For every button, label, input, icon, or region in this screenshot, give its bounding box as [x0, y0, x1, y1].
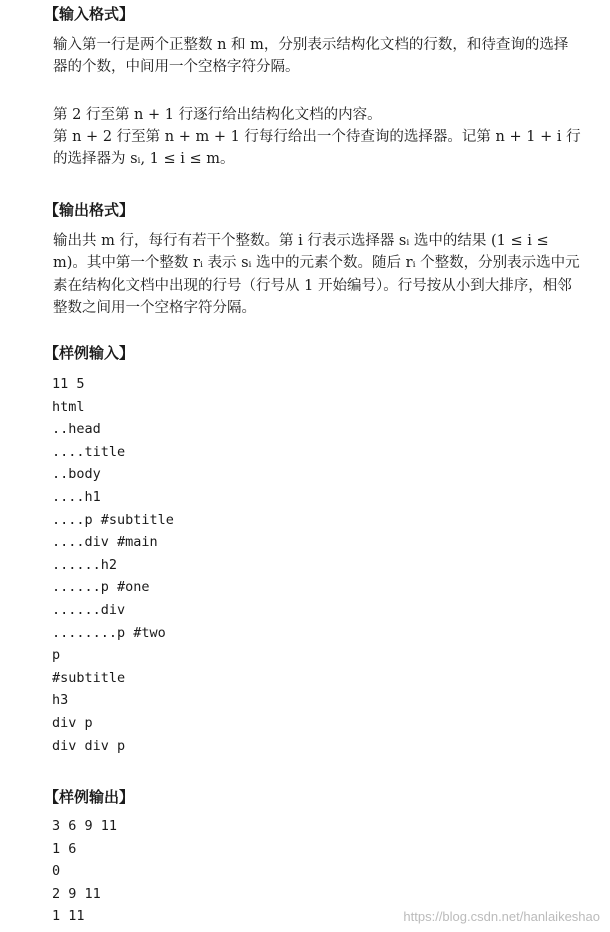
- sample-output-block: [52, 815, 117, 928]
- code-line: div p: [52, 714, 93, 731]
- code-line: ....h1: [52, 488, 101, 505]
- code-line: 3 6 9 11: [52, 818, 118, 834]
- code-line: ......h2: [52, 556, 118, 573]
- watermark: https://blog.csdn.net/hanlaikeshao: [403, 909, 600, 924]
- code-line: 0: [52, 863, 61, 880]
- code-line: html: [52, 398, 85, 415]
- sample-input-heading: 【样例输入】: [44, 344, 135, 362]
- code-line: ....p #subtitle: [52, 511, 174, 528]
- input-format-para3: 第 n + 2 行至第 n + m + 1 行每行给出一个待查询的选择器。记第 n + 1 + i 行的选择器为 sᵢ, 1 ≤ i ≤ m。: [53, 129, 581, 168]
- sample-output-heading: 【样例输出】: [44, 788, 135, 806]
- output-format-heading: 【输出格式】: [44, 201, 135, 219]
- code-line: ......p #one: [52, 579, 150, 596]
- code-line: 11 5: [52, 376, 85, 392]
- code-line: #subtitle: [52, 669, 126, 686]
- code-line: ....div #main: [52, 534, 158, 551]
- code-line: div div p: [52, 737, 126, 754]
- input-format-para1: 输入第一行是两个正整数 n 和 m，分别表示结构化文档的行数，和待查询的选择器的个数，中间用一个空格字符分隔。: [53, 37, 569, 76]
- code-line: 2 9 11: [52, 885, 101, 902]
- code-line: ..body: [52, 466, 101, 483]
- code-line: ..head: [52, 421, 101, 438]
- output-format-para1: 输出共 m 行，每行有若干个整数。第 i 行表示选择器 sᵢ 选中的结果 (1 ≤ i ≤ m)。其中第一个整数 rᵢ 表示 sᵢ 选中的元素个数。随后 rᵢ 个整数，分别表示选中元素在结构化文档中出现的行号（行号从 1 开始编号）。行号按从小到大排序，相邻整数之间用一个空格字符分隔。: [53, 233, 580, 316]
- input-format-heading: 【输入格式】: [44, 5, 135, 23]
- code-line: ....title: [52, 443, 126, 460]
- input-format-para2: 第 2 行至第 n + 1 行逐行给出结构化文档的内容。: [53, 107, 382, 123]
- code-line: 1 6: [52, 840, 77, 857]
- code-line: ......div: [52, 601, 126, 618]
- code-line: p: [52, 647, 61, 664]
- code-line: ........p #two: [52, 624, 166, 641]
- code-line: h3: [52, 692, 69, 709]
- code-line: 1 11: [52, 908, 85, 925]
- sample-input-block: [52, 373, 174, 757]
